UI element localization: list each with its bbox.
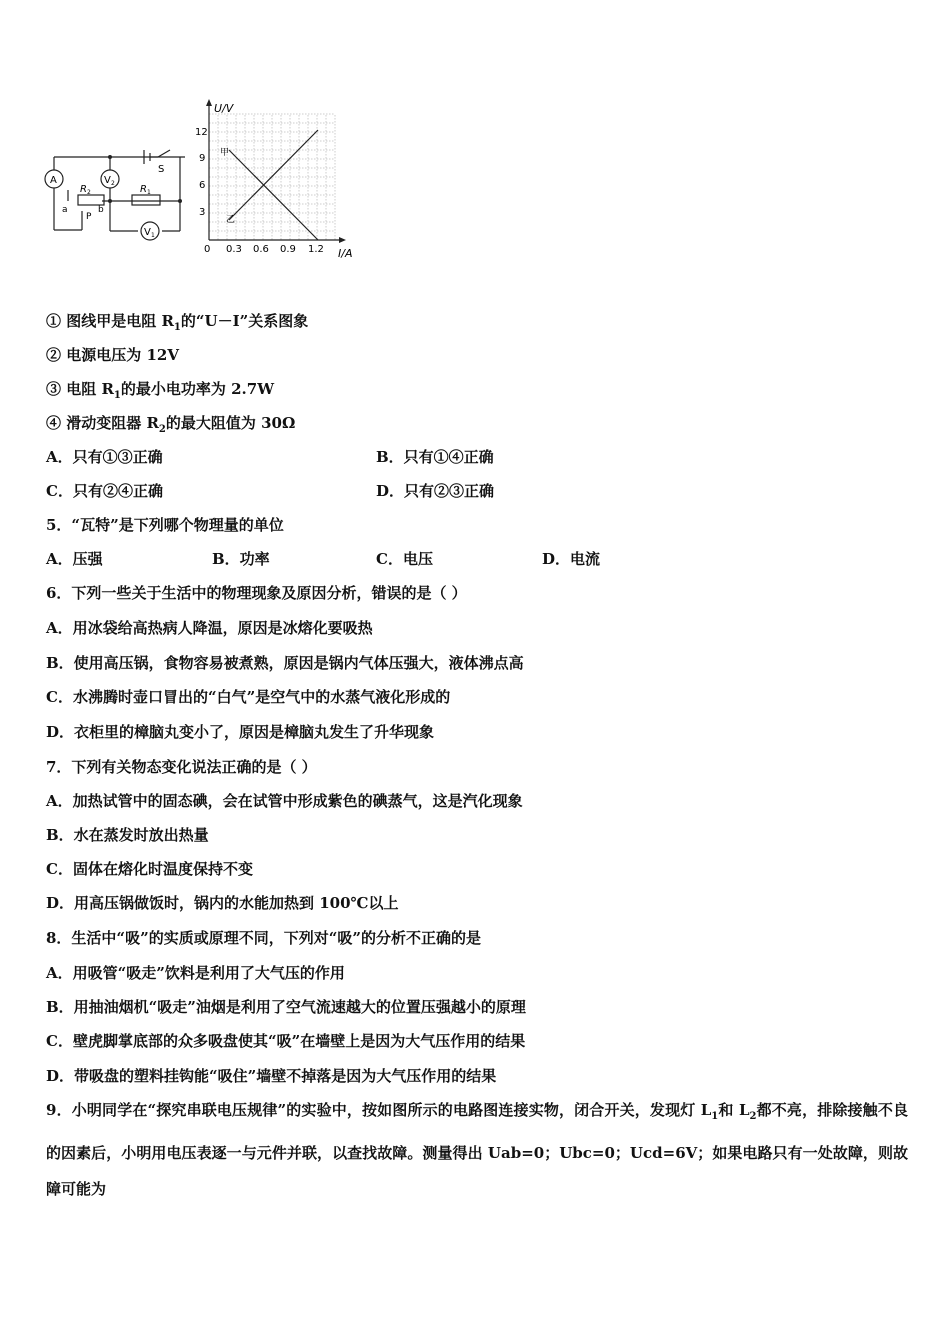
svg-text:9: 9: [199, 153, 206, 164]
svg-text:0.9: 0.9: [280, 244, 296, 255]
ui-graph: [195, 99, 352, 260]
svg-text:S: S: [158, 164, 165, 175]
svg-text:V: V: [144, 227, 151, 238]
q5-option-b[interactable]: B．功率: [212, 550, 270, 568]
q4-option-c[interactable]: C．只有②④正确: [46, 482, 163, 500]
q8-stem: 8．生活中“吸”的实质或原理不同，下列对“吸”的分析不正确的是: [46, 929, 481, 947]
q5-option-a[interactable]: A．压强: [46, 550, 103, 568]
q4-statement-4: ④ 滑动变阻器 $R_2$的最大阻值为 30Ω: [46, 414, 296, 435]
q4-option-b[interactable]: B．只有①④正确: [376, 448, 494, 466]
q6-option-c[interactable]: C．水沸腾时壶口冒出的“白气”是空气中的水蒸气液化形成的: [46, 688, 451, 706]
q6-option-d[interactable]: D．衣柜里的樟脑丸变小了，原因是樟脑丸发生了升华现象: [46, 723, 435, 741]
q6-stem: 6．下列一些关于生活中的物理现象及原因分析，错误的是（ ）: [46, 584, 467, 602]
q8-option-a[interactable]: A．用吸管“吸走”饮料是利用了大气压的作用: [46, 964, 345, 982]
svg-text:R: R: [140, 184, 147, 195]
svg-text:12: 12: [195, 127, 208, 138]
q8-option-b[interactable]: B．用抽油烟机“吸走”油烟是利用了空气流速越大的位置压强越小的原理: [46, 998, 526, 1016]
svg-text:2: 2: [87, 189, 91, 196]
line-jia: [229, 130, 318, 220]
q4-statement-3: ③ 电阻 $R_1$的最小电功率为 2.7W: [46, 380, 275, 401]
q5-option-c[interactable]: C．电压: [376, 550, 433, 568]
svg-text:b: b: [98, 205, 104, 215]
q7-option-a[interactable]: A．加热试管中的固态碘，会在试管中形成紫色的碘蒸气，这是汽化现象: [46, 792, 523, 810]
q4-option-a[interactable]: A．只有①③正确: [46, 448, 163, 466]
q7-option-c[interactable]: C．固体在熔化时温度保持不变: [46, 860, 253, 878]
ammeter-label: A: [50, 175, 57, 186]
svg-text:0.3: 0.3: [226, 244, 242, 255]
q5-option-d[interactable]: D．电流: [542, 550, 601, 568]
svg-text:V: V: [104, 175, 111, 186]
circuit-and-graph-figure: [40, 95, 370, 265]
q9-stem: 9．小明同学在“探究串联电压规律”的实验中，按如图所示的电路图连接实物，闭合开关，发现灯 $L_1$和 $L_2$都不亮，排除接触不良的因素后，小明用电压表逐一与元件并联，以查找故障。测量得出 Uab=0；Ubc=0；Ucd=6V；如果电路只有一处故障，则故障可能为: [46, 1101, 908, 1198]
svg-text:I/A: I/A: [338, 247, 353, 260]
svg-text:0.6: 0.6: [253, 244, 269, 255]
q7-option-d[interactable]: D．用高压锅做饭时，锅内的水能加热到 100℃以上: [46, 894, 399, 912]
svg-text:0: 0: [204, 244, 211, 255]
q4-statement-2: ② 电源电压为 12V: [46, 346, 179, 364]
circuit-diagram: [54, 150, 185, 231]
q7-option-b[interactable]: B．水在蒸发时放出热量: [46, 826, 209, 844]
svg-text:6: 6: [199, 180, 206, 191]
svg-text:1: 1: [151, 232, 155, 239]
svg-text:a: a: [62, 205, 68, 215]
q4-option-d[interactable]: D．只有②③正确: [376, 482, 495, 500]
svg-text:P: P: [86, 212, 92, 222]
svg-text:乙: 乙: [226, 215, 236, 225]
q8-option-d[interactable]: D．带吸盘的塑料挂钩能“吸住”墙壁不掉落是因为大气压作用的结果: [46, 1067, 497, 1085]
svg-text:1.2: 1.2: [308, 244, 324, 255]
q6-option-a[interactable]: A．用冰袋给高热病人降温，原因是冰熔化要吸热: [46, 619, 373, 637]
svg-text:3: 3: [199, 207, 206, 218]
q6-option-b[interactable]: B．使用高压锅，食物容易被煮熟，原因是锅内气体压强大，液体沸点高: [46, 654, 524, 672]
svg-text:1: 1: [147, 189, 151, 196]
svg-text:2: 2: [111, 180, 115, 187]
svg-text:U/V: U/V: [214, 102, 234, 115]
q5-stem: 5．“瓦特”是下列哪个物理量的单位: [46, 516, 284, 534]
svg-text:R: R: [80, 184, 87, 195]
q8-option-c[interactable]: C．壁虎脚掌底部的众多吸盘使其“吸”在墙壁上是因为大气压作用的结果: [46, 1032, 526, 1050]
svg-text:甲: 甲: [220, 148, 230, 158]
q7-stem: 7．下列有关物态变化说法正确的是（ ）: [46, 758, 317, 776]
q4-statement-1: ① 图线甲是电阻 $R_1$的“U－I”关系图象: [46, 312, 309, 333]
